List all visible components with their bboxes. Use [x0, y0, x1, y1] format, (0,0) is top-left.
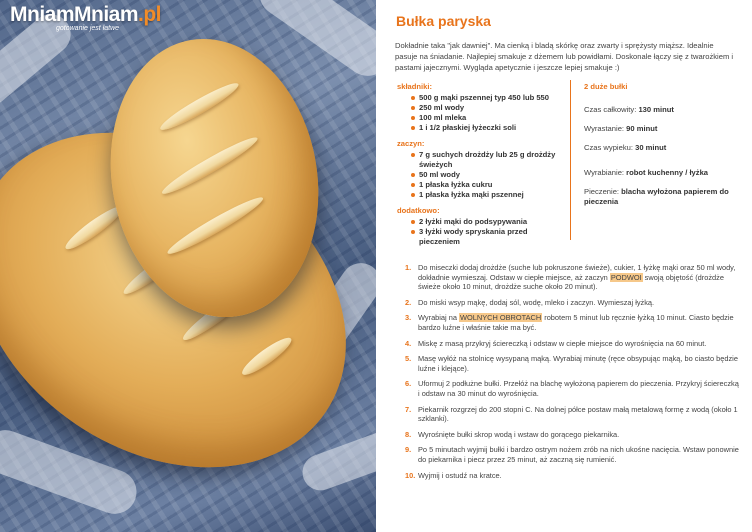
ingredient-item: 1 i 1/2 płaskiej łyżeczki soli [419, 123, 565, 133]
column-divider [570, 80, 571, 240]
ingredient-item: 500 g mąki pszennej typ 450 lub 550 [419, 93, 565, 103]
ingredient-item: 1 płaska łyżka cukru [419, 180, 565, 190]
highlight: PODWOI [610, 272, 642, 282]
recipe-steps [397, 263, 742, 480]
recipe-title: Bułka paryska [396, 13, 491, 29]
ingredients-list [397, 93, 565, 133]
ingredients-section-label: składniki: [397, 82, 433, 91]
starter-list [397, 150, 565, 200]
step-item: 2. Do miski wsyp mąkę, dodaj sól, wodę, mleko i zaczyn. Wymieszaj łyżką. [405, 297, 655, 307]
recipe-info [584, 82, 734, 207]
site-logo[interactable] [8, 3, 162, 33]
step-item: 6. Uformuj 2 podłużne bułki. Przełóż na blachę wyłożoną papierem do pieczenia. Przykryj ściereczką i odstaw na 30 minut do wyrośnięcia. [405, 379, 739, 398]
ingredients [397, 82, 565, 253]
ingredient-item: 2 łyżki mąki do podsypywania [419, 217, 565, 227]
ingredient-item: 250 ml wody [419, 103, 565, 113]
extras-list [397, 217, 565, 247]
step-item: 9. Po 5 minutach wyjmij bułki i bardzo ostrym nożem zrób na nich ukośne nacięcia. Wstaw ponownie do piekarnika i piecz przez 25 minut, aż zaczną się rumienić. [405, 445, 739, 464]
total-time: Czas całkowity: 130 minut [584, 105, 674, 114]
ingredient-item: 7 g suchych drożdży lub 25 g drożdży świeżych [419, 150, 565, 170]
recipe-yield: 2 duże bułki [584, 82, 628, 91]
step-item: 7. Piekarnik rozgrzej do 200 stopni C. Na dolnej półce postaw małą metalową formę z wodą (około 1 szklanki). [405, 404, 738, 424]
recipe-intro: Dokładnie taka "jak dawniej". Ma cienką i bladą skórkę oraz zwarty i sprężysty miąższ. Idealnie pasuje na śniadanie. Najlepiej smakuje z dżemem lub powidłami. Doskonale łączy się z twarożkiem i pastami jajecznymi. Wygląda apetycznie i jeszcze lepiej smakuje :) [395, 41, 734, 72]
ingredient-item: 100 ml mleka [419, 113, 565, 123]
bread-score [238, 333, 295, 380]
bread-score [164, 192, 266, 259]
towel-stripe [297, 421, 376, 496]
ingredient-item: 50 ml wody [419, 170, 565, 180]
kneading-method: Wyrabianie: robot kuchenny / łyżka [584, 168, 709, 177]
logo-tagline: gotowanie jest łatwe [56, 25, 120, 32]
step-item: 4. Miskę z masą przykryj ściereczką i odstaw w ciepłe miejsce do wyrośnięcia na 60 minut. [405, 338, 707, 348]
step-item: 1. Do miseczki dodaj drożdże (suche lub pokruszone świeże), cukier, 1 łyżkę mąki oraz 50 ml wody, dokładnie wymieszaj. Odstaw w ciepłe miejsce, aż zaczyn PODWOI swoją objętość (drożdże świeże około 10 minut, drożdże suche około 20 minut). [405, 263, 736, 292]
bake-time: Czas wypieku: 30 minut [584, 143, 667, 152]
logo-text: MniamMniam.pl [10, 3, 162, 26]
bread-score [157, 78, 242, 135]
step-item: 5. Masę wyłóż na stolnicę wysypaną mąką. Wyrabiaj minutę (ręce obsypując mąką, bo ciasto będzie luźne i klejące). [405, 354, 738, 373]
extras-section-label: dodatkowo: [397, 206, 440, 215]
starter-section-label: zaczyn: [397, 139, 425, 148]
step-item: 8. Wyrośnięte bułki skrop wodą i wstaw do gorącego piekarnika. [405, 429, 620, 439]
baking-method: Pieczenie: blacha wyłożona papierem do pieczenia [584, 187, 729, 206]
rise-time: Wyrastanie: 90 minut [584, 124, 658, 133]
ingredient-item: 3 łyżki wody spryskania przed pieczeniem [419, 227, 565, 247]
bread-score [159, 132, 261, 199]
highlight: WOLNYCH OBROTACH [460, 313, 542, 323]
step-item: 3. Wyrabiaj na WOLNYCH OBROTACH robotem 5 minut lub ręcznie łyżką 10 minut. Ciasto będzie bardzo luźne i właśnie takie ma być. [405, 313, 734, 332]
ingredient-item: 1 płaska łyżka mąki pszennej [419, 190, 565, 200]
step-item: 10. Wyjmij i ostudź na kratce. [405, 470, 502, 480]
